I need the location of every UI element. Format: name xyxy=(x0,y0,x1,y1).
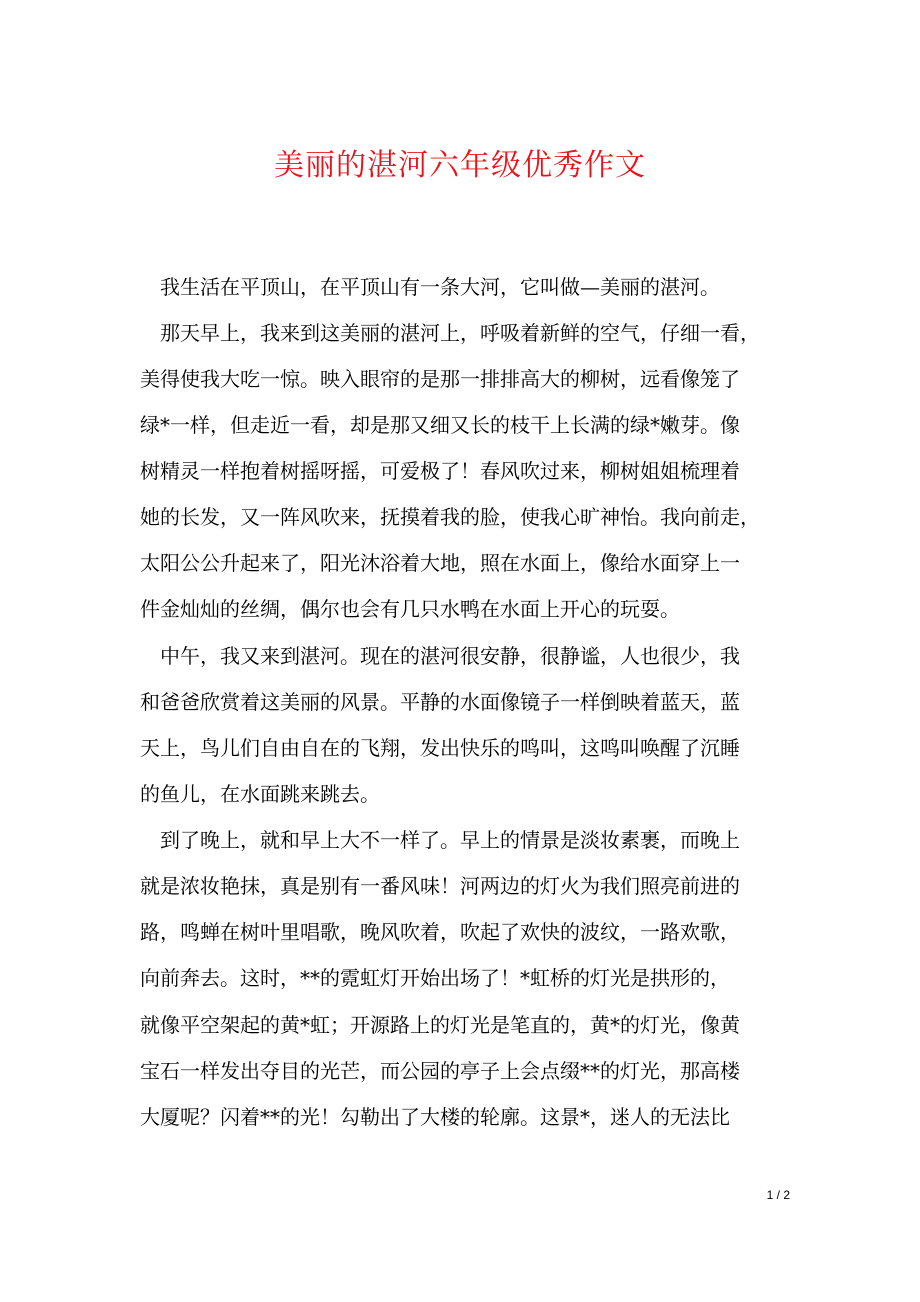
text-line: 路，鸣蝉在树叶里唱歌，晚风吹着，吹起了欢快的波纹，一路欢歌， xyxy=(140,920,740,944)
text-line: 就像平空架起的黄*虹；开源路上的灯光是笔直的，黄*的灯光，像黄 xyxy=(140,1013,740,1037)
text-line: 我生活在平顶山，在平顶山有一条大河，它叫做—美丽的湛河。 xyxy=(140,275,720,299)
text-line: 宝石一样发出夺目的光芒，而公园的亭子上会点缀**的灯光，那高楼 xyxy=(140,1059,740,1083)
text-line: 太阳公公升起来了，阳光沐浴着大地，照在水面上，像给水面穿上一 xyxy=(140,551,740,575)
text-line: 就是浓妆艳抹，真是别有一番风味！河两边的灯火为我们照亮前进的 xyxy=(140,874,740,898)
document-title: 美丽的湛河六年级优秀作文 xyxy=(274,148,646,183)
text-line: 到了晚上，就和早上大不一样了。早上的情景是淡妆素裹，而晚上 xyxy=(140,828,740,852)
text-line: 美得使我大吃一惊。映入眼帘的是那一排排高大的柳树，远看像笼了 xyxy=(140,367,740,391)
text-line: 大厦呢？闪着**的光！勾勒出了大楼的轮廓。这景*，迷人的无法比 xyxy=(140,1105,730,1129)
text-line: 件金灿灿的丝绸，偶尔也会有几只水鸭在水面上开心的玩耍。 xyxy=(140,597,680,621)
text-line: 树精灵一样抱着树摇呀摇，可爱极了！春风吹过来，柳树姐姐梳理着 xyxy=(140,459,740,483)
page-number: 1 / 2 xyxy=(766,1188,790,1202)
text-line: 向前奔去。这时，**的霓虹灯开始出场了！*虹桥的灯光是拱形的， xyxy=(140,966,730,990)
text-line: 和爸爸欣赏着这美丽的风景。平静的水面像镜子一样倒映着蓝天，蓝 xyxy=(140,690,740,714)
text-line: 绿*一样，但走近一看，却是那又细又长的枝干上长满的绿*嫩芽。像 xyxy=(140,413,740,437)
text-line: 那天早上，我来到这美丽的湛河上，呼吸着新鲜的空气，仔细一看， xyxy=(140,321,760,345)
text-line: 她的长发，又一阵风吹来，抚摸着我的脸，使我心旷神怡。我向前走， xyxy=(140,505,760,529)
text-line: 天上，鸟儿们自由自在的飞翔，发出快乐的鸣叫，这鸣叫唤醒了沉睡 xyxy=(140,736,740,760)
text-line: 中午，我又来到湛河。现在的湛河很安静，很静谧，人也很少，我 xyxy=(140,644,740,668)
text-line: 的鱼儿，在水面跳来跳去。 xyxy=(140,782,380,806)
